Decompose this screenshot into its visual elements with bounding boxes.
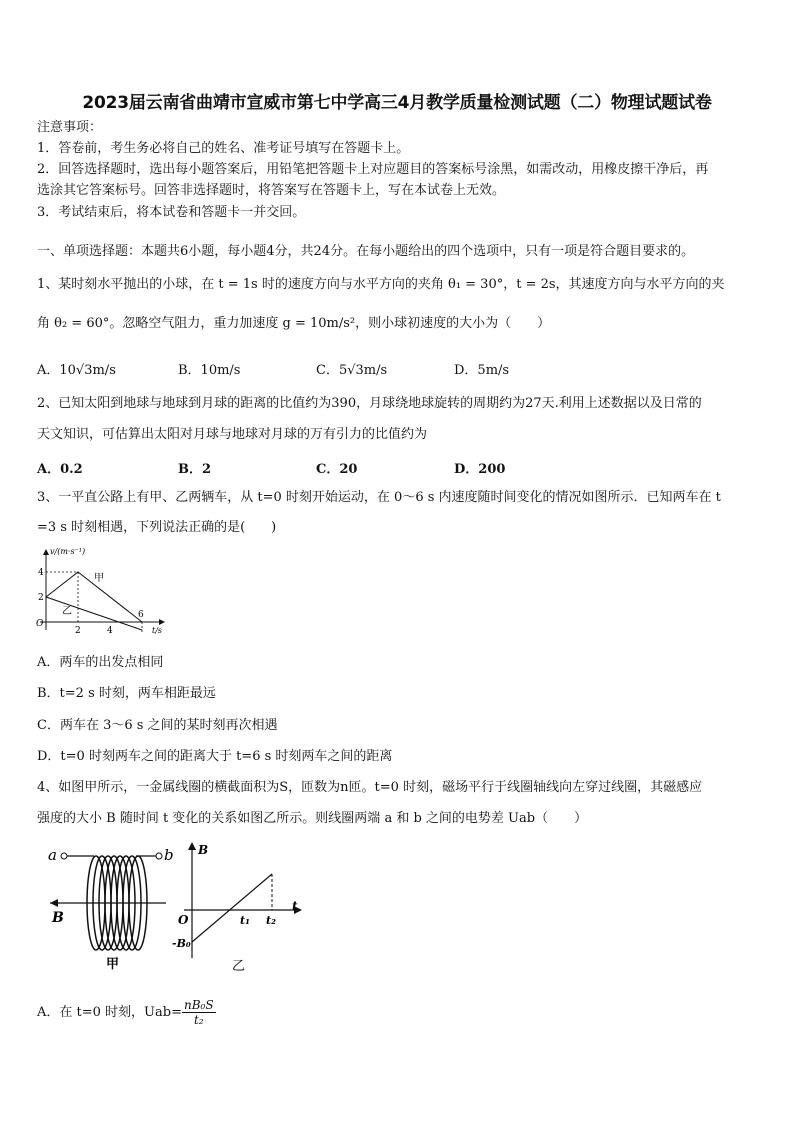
q4-fraction-numerator: nB₀S bbox=[183, 998, 214, 1012]
q1-stem-line-2: 角 θ₂ = 60°。忽略空气阻力，重力加速度 g = 10m/s²，则小球初速度的大小为（ ） bbox=[37, 316, 551, 331]
q4-label-t1: t₁ bbox=[240, 914, 250, 927]
q3-option-a: A．两车的出发点相同 bbox=[37, 655, 164, 670]
q4-option-a-prefix: A．在 t=0 时刻，Uab= bbox=[37, 1005, 182, 1020]
note-3: 3．考试结束后，将本试卷和答题卡一并交回。 bbox=[37, 205, 306, 220]
q1-option-d: D．5m/s bbox=[454, 363, 510, 378]
notes-heading: 注意事项： bbox=[37, 120, 103, 135]
q4-option-a bbox=[37, 996, 216, 1030]
terminal-b bbox=[156, 853, 162, 859]
q3-line-yi bbox=[46, 597, 142, 630]
q1-stem-line-1: 1、某时刻水平抛出的小球，在 t = 1s 时的速度方向与水平方向的夹角 θ₁ = 30°，t = 2s，其速度方向与水平方向的夹 bbox=[37, 277, 725, 292]
note-2-line-2: 选涂其它答案标号。回答非选择题时，将答案写在答题卡上，写在本试卷上无效。 bbox=[37, 183, 506, 198]
q4-label-t2: t₂ bbox=[266, 914, 276, 927]
q3-ytick-2: 2 bbox=[38, 593, 44, 603]
q2-option-b: B．2 bbox=[178, 462, 212, 477]
q3-xtick-4: 4 bbox=[107, 626, 113, 636]
q2-option-c: C．20 bbox=[316, 462, 358, 477]
q3-y-label: v/(m·s⁻¹) bbox=[50, 547, 86, 556]
q4-label-neg-b0: -B₀ bbox=[172, 937, 191, 950]
q3-xtick-2: 2 bbox=[75, 626, 81, 636]
q3-stem-line-1: 3、一平直公路上有甲、乙两辆车，从 t=0 时刻开始运动，在 0～6 s 内速度随时间变化的情况如图所示．已知两车在 t bbox=[37, 490, 721, 505]
q4-coil-figure bbox=[44, 838, 174, 970]
q4-bt-caption: 乙 bbox=[232, 959, 246, 974]
q2-stem-line-2: 天文知识，可估算出太阳对月球与地球对月球的万有引力的比值约为 bbox=[37, 427, 428, 442]
q4-bt-graph bbox=[170, 838, 310, 974]
q1-option-b: B．10m/s bbox=[178, 363, 241, 378]
q4-label-O: O bbox=[178, 913, 189, 927]
q4-b-line bbox=[192, 874, 272, 942]
page-title: 2023届云南省曲靖市宣威市第七中学高三4月教学质量检测试题（二）物理试题试卷 bbox=[82, 93, 712, 113]
q3-xtick-6: 6 bbox=[138, 610, 144, 620]
q1-option-a: A．10√3m/s bbox=[37, 363, 116, 378]
q1-option-c: C．5√3m/s bbox=[316, 363, 388, 378]
q4-label-B: B bbox=[198, 843, 209, 857]
section-heading: 一、单项选择题：本题共6小题，每小题4分，共24分。在每小题给出的四个选项中，只有一项是符合题目要求的。 bbox=[37, 244, 695, 259]
q2-option-a: A．0.2 bbox=[37, 462, 83, 477]
q3-stem-line-2: =3 s 时刻相遇，下列说法正确的是( ) bbox=[37, 520, 277, 535]
note-2-line-1: 2．回答选择题时，选出每小题答案后，用铅笔把答题卡上对应题目的答案标号涂黑，如需改动，用橡皮擦干净后，再 bbox=[37, 162, 709, 177]
q3-x-label: t/s bbox=[152, 626, 163, 635]
note-1: 1．答卷前，考生务必将自己的姓名、准考证号填写在答题卡上。 bbox=[37, 141, 410, 156]
q4-stem-line-1: 4、如图甲所示，一金属线圈的横截面积为S，匝数为n匝。t=0 时刻，磁场平行于线圈轴线向左穿过线圈，其磁感应 bbox=[37, 780, 703, 795]
coil-label-a: a bbox=[48, 846, 57, 864]
q3-label-yi: 乙 bbox=[62, 606, 72, 617]
q4-stem-line-2: 强度的大小 B 随时间 t 变化的关系如图乙所示。则线圈两端 a 和 b 之间的电势差 Uab（ ） bbox=[37, 811, 588, 826]
q4-fraction-denominator: t₂ bbox=[193, 1013, 204, 1027]
q4-label-t: t bbox=[292, 899, 298, 913]
q3-label-jia: 甲 bbox=[94, 573, 104, 584]
coil-label-b: b bbox=[164, 846, 174, 864]
q3-origin-label: O bbox=[36, 619, 44, 629]
q2-stem-line-1: 2、已知太阳到地球与地球到月球的距离的比值约为390，月球绕地球旋转的周期约为27天.利用上述数据以及日常的 bbox=[37, 396, 702, 411]
q3-option-c: C．两车在 3～6 s 之间的某时刻再次相遇 bbox=[37, 718, 278, 733]
q2-option-d: D．200 bbox=[454, 462, 506, 477]
q4-option-a-fraction bbox=[182, 998, 216, 1027]
coil-caption: 甲 bbox=[106, 957, 120, 970]
q3-option-d: D．t=0 时刻两车之间的距离大于 t=6 s 时刻两车之间的距离 bbox=[37, 749, 393, 764]
q3-ytick-4: 4 bbox=[38, 568, 44, 578]
coil-label-B: B bbox=[52, 910, 64, 926]
q3-option-b: B．t=2 s 时刻，两车相距最远 bbox=[37, 686, 216, 701]
q3-vt-graph bbox=[34, 544, 174, 639]
terminal-a bbox=[61, 853, 67, 859]
